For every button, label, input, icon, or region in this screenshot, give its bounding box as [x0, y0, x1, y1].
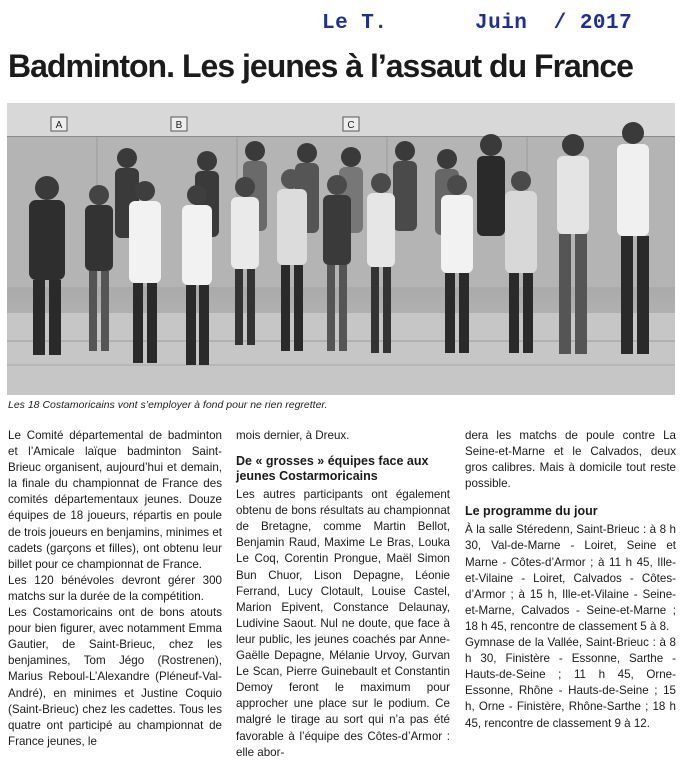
article-paragraph: Les 120 bénévoles devront gérer 300 matchs sur la durée de la compétition. — [8, 573, 222, 603]
photo-caption: Les 18 Costamoricains vont s’employer à fond pour ne rien regretter. — [8, 399, 328, 411]
article-paragraph: Les autres participants ont également obtenu de bons résultats au championnat de Bretagne, comme Martin Bellot, Benjamin Raud, Maxime Le Bras, Louka Le Coq, Corentin Prongue, Maël Simon Bun Chuor, Lison Depagne, Léonie Ferrand, Lucy Clotault, Louise Castel, Marion Epivent, Constance Delaunay, Ludivine Saout. Nul ne doute, que face à leur public, les jeunes coachés par Anne-Gaëlle Depagne, Mélanie Urvoy, Gurvan Le Scan, Pierre Guinebault et Constantin Demoy feront le maximum pour approcher une place sur le podium. Ce malgré le tirage au sort qui n’a pas été favorable à l’équipe des Côtes-d’Armor : elle abor- — [236, 488, 450, 759]
article-column-3 — [465, 428, 676, 732]
handwritten-source-note — [0, 12, 682, 42]
article-subheading: De « grosses » équipes face aux jeunes Costarmoricains — [236, 454, 429, 484]
team-photo — [7, 103, 675, 395]
program-subheading: Le programme du jour — [465, 504, 598, 519]
program-vallee: Gymnase de la Vallée, Saint-Brieuc : à 8 h 30, Finistère - Essonne, Sarthe - Hauts-de-Seine ; 11 h 45, Orne-Essonne, Rhône - Hauts-de-Seine ; 15 h, Orne - Finistère, Rhône-Sarthe ; 18 h 45, rencontre de classement 9 à 12. — [465, 636, 676, 730]
note-source: Le T. — [322, 12, 388, 35]
article-paragraph: Les Costamoricains ont de bons atouts pour bien figurer, avec notamment Emma Gautier, de Saint-Brieuc, chez les benjamines, Tom Jégo (Rostrenen), Marius Reboul-L’Alexandre (Pléneuf-Val-André), en minimes et Justine Coquio (Saint-Brieuc) chez les cadettes. Tous les quatre ont participé au championnat de France jeunes, le — [8, 606, 222, 748]
headline — [8, 48, 678, 85]
article-paragraph: Le Comité départemental de badminton et l’Amicale laïque badminton Saint-Brieuc organisent, aujourd’hui et demain, la finale du championnat de France des comités départementaux jeunes. Douze équipes de 18 joueurs, répartis en poule de trois joueurs en benjamins, minimes et cadets (garçons et filles), ont obtenu leur billet pour ce championnat de France. — [8, 429, 222, 571]
court-letter-a: A — [55, 120, 63, 131]
court-letter-c: C — [347, 120, 355, 131]
note-date: Juin / 2017 — [475, 12, 633, 35]
team-photo-illustration — [7, 103, 675, 395]
headline-kicker: Badminton. — [8, 48, 174, 84]
article-paragraph: dera les matchs de poule contre La Seine-et-Marne et le Calvados, deux gros calibres. Mais à domicile tout reste possible. — [465, 429, 676, 491]
article-column-2 — [236, 428, 450, 761]
article-paragraph: mois dernier, à Dreux. — [236, 429, 350, 442]
headline-title: Les jeunes à l’assaut du France — [181, 48, 633, 84]
program-stéredenn: À la salle Stéredenn, Saint-Brieuc : à 8 h 30, Val-de-Marne - Loiret, Seine et Marne - Côtes-d’Armor ; à 11 h 45, Ille-et-Vilaine - Loiret, Calvados - Côtes-d’Armor ; à 15 h, Ille-et-Vilaine - Seine-et-Marne, Calvados - Seine-et-Marne ; 18 h 45, rencontre de classement 5 à 8. — [465, 523, 676, 633]
court-letter-b: B — [175, 120, 183, 131]
article-column-1 — [8, 428, 222, 750]
